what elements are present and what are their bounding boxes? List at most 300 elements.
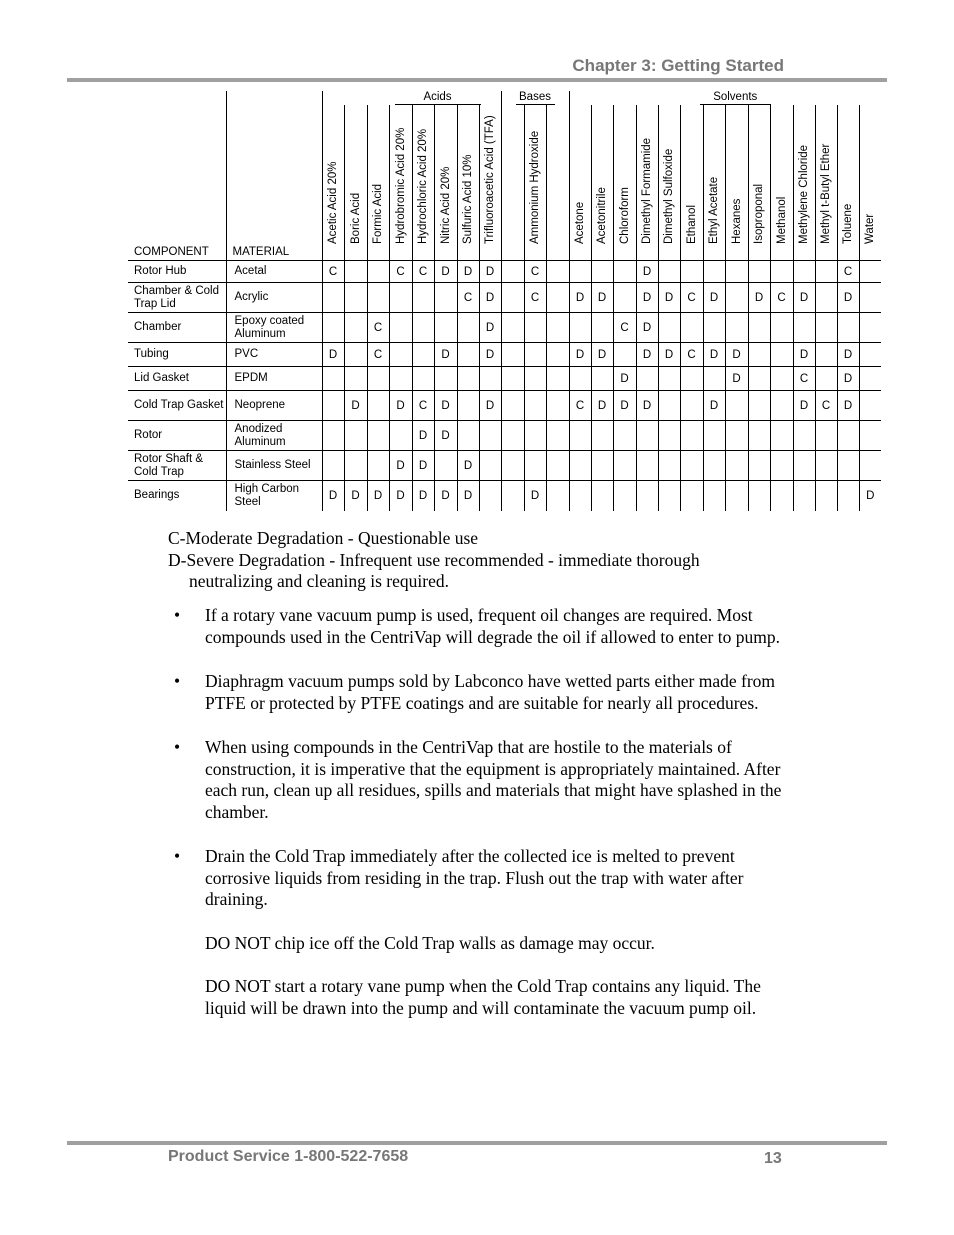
component-cell: Bearings <box>128 481 226 511</box>
rating-cell <box>859 261 881 283</box>
chemical-column-header <box>770 105 793 261</box>
bullet-item: • Diaphragm vacuum pumps sold by Labconco have wetted parts either made from PTFE or protected by PTFE coatings and are suitable for nearly all procedures. <box>174 671 776 713</box>
rating-cell <box>546 343 569 367</box>
rating-cell: D <box>793 343 815 367</box>
component-cell: Tubing <box>128 343 226 367</box>
rating-cell <box>613 343 636 367</box>
rating-cell: D <box>479 391 501 421</box>
chemical-column-header <box>344 105 367 261</box>
rating-cell <box>680 261 703 283</box>
warning-note: DO NOT start a rotary vane pump when the Cold Trap contains any liquid. The liquid will be drawn into the pump and will contaminate the vacuum pump oil. <box>205 976 761 1018</box>
rating-cell <box>680 391 703 421</box>
chemical-column-header <box>859 105 881 261</box>
rating-cell: C <box>322 261 344 283</box>
rating-cell <box>770 343 793 367</box>
rating-cell <box>748 343 770 367</box>
chemical-column-header <box>322 105 344 261</box>
rating-cell: D <box>322 343 344 367</box>
legend-d: D-Severe Degradation - Infrequent use recommended - immediate thorough <box>168 549 700 570</box>
table-row <box>128 421 881 451</box>
rating-cell <box>613 421 636 451</box>
chemical-column-header <box>367 105 389 261</box>
rating-cell: D <box>591 283 613 313</box>
table-row <box>128 451 881 481</box>
rating-cell <box>479 367 501 391</box>
rating-cell <box>546 391 569 421</box>
product-service-phone: Product Service 1-800-522-7658 <box>168 1148 409 1165</box>
chemical-compatibility-table <box>128 91 881 511</box>
rating-cell: D <box>703 391 725 421</box>
rating-cell <box>457 367 479 391</box>
rating-cell <box>837 313 859 343</box>
chemical-name: Hydrochloric Acid 20% <box>417 128 429 244</box>
rating-cell <box>770 421 793 451</box>
rating-cell: C <box>412 391 434 421</box>
rating-cell: C <box>770 283 793 313</box>
rating-cell <box>613 481 636 511</box>
chemical-name: Methanol <box>775 196 788 244</box>
material-cell: PVC <box>226 343 322 367</box>
chemical-name: Formic Acid <box>372 183 384 244</box>
chemical-name: Ethyl Acetate <box>708 176 720 244</box>
chemical-column-header <box>748 105 770 261</box>
rating-cell <box>569 313 591 343</box>
rating-cell <box>367 261 389 283</box>
chemical-column-header <box>658 105 680 261</box>
rating-cell <box>793 261 815 283</box>
rating-cell <box>613 283 636 313</box>
rating-cell: D <box>457 451 479 481</box>
chemical-column-header <box>546 105 569 261</box>
rating-cell <box>322 313 344 343</box>
rating-cell <box>524 451 546 481</box>
rating-cell: D <box>859 481 881 511</box>
rating-cell <box>389 283 412 313</box>
rating-cell <box>546 421 569 451</box>
chemical-column-header <box>613 105 636 261</box>
bullet-icon: • <box>174 846 181 866</box>
rating-cell <box>389 313 412 343</box>
rating-cell: C <box>524 283 546 313</box>
rating-cell: D <box>613 367 636 391</box>
rating-cell <box>725 451 748 481</box>
rating-cell <box>859 367 881 391</box>
rating-cell <box>680 451 703 481</box>
table-row <box>128 481 881 511</box>
rating-cell: D <box>793 391 815 421</box>
rating-cell <box>546 481 569 511</box>
rating-cell <box>501 313 524 343</box>
rating-cell <box>703 451 725 481</box>
rating-cell <box>524 313 546 343</box>
rating-cell: D <box>636 313 658 343</box>
rating-cell <box>859 313 881 343</box>
rating-cell: C <box>613 313 636 343</box>
chemical-column-header <box>703 105 725 261</box>
rating-cell <box>725 283 748 313</box>
rating-cell <box>680 367 703 391</box>
rating-cell: D <box>434 343 457 367</box>
rating-cell <box>859 283 881 313</box>
rating-cell <box>457 391 479 421</box>
rating-cell <box>636 367 658 391</box>
rating-cell: D <box>793 283 815 313</box>
rating-cell <box>748 481 770 511</box>
bases-group-header: Bases <box>501 91 569 105</box>
rating-cell: D <box>434 261 457 283</box>
rating-cell <box>322 367 344 391</box>
rating-cell <box>344 367 367 391</box>
rating-cell <box>770 391 793 421</box>
rating-cell <box>815 313 837 343</box>
chemical-name: Hexanes <box>730 198 743 244</box>
rating-cell <box>703 481 725 511</box>
rating-cell: C <box>367 313 389 343</box>
rating-cell <box>793 421 815 451</box>
rating-cell <box>613 451 636 481</box>
rating-cell <box>770 451 793 481</box>
rating-cell <box>367 421 389 451</box>
rating-cell: D <box>703 343 725 367</box>
rating-cell <box>457 313 479 343</box>
chemical-name: Toluene <box>842 203 854 244</box>
chemical-name: Dimethyl Sulfoxide <box>663 148 675 244</box>
chemical-column-header <box>524 105 546 261</box>
rating-cell <box>815 481 837 511</box>
rating-cell <box>591 367 613 391</box>
rating-cell <box>815 367 837 391</box>
chemical-column-header <box>389 105 412 261</box>
rating-cell <box>524 391 546 421</box>
chemical-column-header <box>569 105 591 261</box>
rating-cell <box>344 343 367 367</box>
chemical-column-header <box>501 105 524 261</box>
rating-cell: D <box>524 481 546 511</box>
chemical-name: Hydrobromic Acid 20% <box>394 127 407 244</box>
rating-cell <box>725 481 748 511</box>
rating-cell: D <box>748 283 770 313</box>
rating-cell <box>680 481 703 511</box>
maintenance-bullets <box>168 605 788 1042</box>
rating-cell: D <box>636 261 658 283</box>
rating-cell: D <box>479 313 501 343</box>
rating-cell <box>748 451 770 481</box>
chemical-column-header <box>680 105 703 261</box>
rating-cell: D <box>457 261 479 283</box>
rating-cell: D <box>591 343 613 367</box>
rating-cell <box>412 343 434 367</box>
table-row <box>128 261 881 283</box>
chemical-name: Boric Acid <box>349 192 362 244</box>
rating-cell: D <box>479 261 501 283</box>
rating-cell <box>389 421 412 451</box>
rating-cell <box>658 261 680 283</box>
rating-cell <box>434 367 457 391</box>
bullet-item: • Drain the Cold Trap immediately after the collected ice is melted to prevent corrosive liquids from residing in the trap. Flush out the trap with water after draining. DO NOT chip ice off the Cold Trap walls as damage may occur. DO NOT start a rotary vane pump when the Cold Trap contains any liquid. The liquid will be drawn into the pump and will contaminate the vacuum pump oil. <box>168 846 788 1019</box>
footer-rule <box>67 1141 887 1145</box>
rating-cell <box>501 343 524 367</box>
rating-cell: C <box>457 283 479 313</box>
rating-cell <box>859 391 881 421</box>
chemical-name: Isoproponal <box>753 183 765 244</box>
rating-cell <box>815 343 837 367</box>
chemical-name: Nitric Acid 20% <box>439 166 452 244</box>
rating-cell: D <box>636 343 658 367</box>
rating-cell: C <box>793 367 815 391</box>
rating-cell: D <box>344 391 367 421</box>
rating-cell: D <box>389 451 412 481</box>
component-cell: Lid Gasket <box>128 367 226 391</box>
rating-cell <box>815 283 837 313</box>
rating-cell: D <box>569 343 591 367</box>
rating-cell <box>546 451 569 481</box>
rating-cell <box>389 343 412 367</box>
component-cell: Cold Trap Gasket <box>128 391 226 421</box>
header-rule <box>67 78 887 82</box>
rating-cell <box>344 283 367 313</box>
rating-cell <box>591 421 613 451</box>
rating-cell: D <box>457 481 479 511</box>
rating-cell <box>658 481 680 511</box>
rating-cell <box>546 367 569 391</box>
rating-cell <box>524 367 546 391</box>
rating-cell <box>367 283 389 313</box>
material-cell: High Carbon Steel <box>226 481 322 511</box>
component-cell: Rotor Shaft & Cold Trap <box>128 451 226 481</box>
rating-cell <box>591 261 613 283</box>
rating-cell <box>636 451 658 481</box>
rating-cell <box>344 261 367 283</box>
rating-cell <box>591 313 613 343</box>
material-header: MATERIAL <box>226 91 322 261</box>
rating-cell <box>457 421 479 451</box>
rating-cell: C <box>389 261 412 283</box>
solvents-group-header: Solvents <box>569 91 881 105</box>
chemical-name: Methyl t-Butyl Ether <box>820 143 832 244</box>
rating-cell <box>725 391 748 421</box>
rating-cell <box>703 261 725 283</box>
table-row <box>128 343 881 367</box>
table-row <box>128 283 881 313</box>
rating-cell <box>613 261 636 283</box>
table-row <box>128 391 881 421</box>
rating-cell <box>457 343 479 367</box>
rating-cell <box>412 367 434 391</box>
rating-cell <box>322 451 344 481</box>
rating-cell: D <box>322 481 344 511</box>
chemical-column-header <box>725 105 748 261</box>
table-row <box>128 313 881 343</box>
rating-cell <box>703 313 725 343</box>
rating-cell <box>479 481 501 511</box>
rating-cell <box>344 313 367 343</box>
rating-cell <box>501 391 524 421</box>
rating-cell: D <box>725 367 748 391</box>
bullet-icon: • <box>174 737 181 757</box>
rating-cell <box>479 421 501 451</box>
chemical-name: Ammonium Hydroxide <box>529 130 541 244</box>
chemical-column-header <box>434 105 457 261</box>
rating-cell: D <box>434 391 457 421</box>
rating-cell <box>703 421 725 451</box>
chemical-name: Sulfuric Acid 10% <box>462 154 474 244</box>
rating-cell: C <box>837 261 859 283</box>
material-cell: Stainless Steel <box>226 451 322 481</box>
rating-cell <box>546 283 569 313</box>
material-cell: Acrylic <box>226 283 322 313</box>
material-cell: EPDM <box>226 367 322 391</box>
rating-cell <box>524 421 546 451</box>
rating-cell <box>322 421 344 451</box>
material-cell: Anodized Aluminum <box>226 421 322 451</box>
rating-cell <box>501 367 524 391</box>
rating-cell <box>658 421 680 451</box>
rating-cell: D <box>389 391 412 421</box>
rating-cell <box>344 451 367 481</box>
rating-cell: D <box>367 481 389 511</box>
rating-cell <box>434 283 457 313</box>
rating-cell <box>680 313 703 343</box>
rating-cell <box>703 367 725 391</box>
rating-cell <box>569 421 591 451</box>
legend-c: C-Moderate Degradation - Questionable use <box>168 528 479 548</box>
rating-cell <box>546 261 569 283</box>
rating-cell <box>501 283 524 313</box>
rating-cell <box>748 367 770 391</box>
rating-cell <box>636 421 658 451</box>
rating-cell <box>859 343 881 367</box>
legend-d-continued: neutralizing and cleaning is required. <box>189 571 449 591</box>
rating-cell <box>344 421 367 451</box>
rating-cell <box>636 481 658 511</box>
rating-cell <box>859 421 881 451</box>
table-row <box>128 367 881 391</box>
bullet-item: • If a rotary vane vacuum pump is used, frequent oil changes are required. Most compounds used in the CentriVap will degrade the oil if allowed to enter to pump. <box>174 605 780 647</box>
chemical-column-header <box>636 105 658 261</box>
rating-cell <box>770 313 793 343</box>
chemical-column-header <box>815 105 837 261</box>
rating-cell: D <box>344 481 367 511</box>
rating-cell <box>546 313 569 343</box>
component-cell: Chamber & Cold Trap Lid <box>128 283 226 313</box>
rating-cell <box>748 261 770 283</box>
rating-cell: D <box>725 343 748 367</box>
acids-group-header: Acids <box>322 91 501 105</box>
rating-cell <box>748 391 770 421</box>
rating-cell: D <box>412 481 434 511</box>
chapter-title: Chapter 3: Getting Started <box>572 56 784 75</box>
rating-cell: C <box>367 343 389 367</box>
rating-cell <box>591 481 613 511</box>
rating-cell <box>837 421 859 451</box>
rating-cell: D <box>412 451 434 481</box>
chemical-column-header <box>457 105 479 261</box>
rating-cell <box>658 451 680 481</box>
material-cell: Neoprene <box>226 391 322 421</box>
rating-cell: C <box>524 261 546 283</box>
rating-cell <box>367 391 389 421</box>
rating-cell: C <box>569 391 591 421</box>
rating-cell: D <box>591 391 613 421</box>
warning-note: DO NOT chip ice off the Cold Trap walls as damage may occur. <box>205 932 655 953</box>
rating-cell: D <box>837 343 859 367</box>
rating-cell <box>748 313 770 343</box>
rating-cell <box>569 481 591 511</box>
rating-cell <box>501 421 524 451</box>
chemical-name: Acetone <box>574 201 586 244</box>
rating-cell: D <box>837 367 859 391</box>
rating-cell <box>501 261 524 283</box>
rating-cell: D <box>434 421 457 451</box>
rating-cell <box>569 261 591 283</box>
rating-cell <box>815 261 837 283</box>
chemical-name: Acetonitrile <box>596 187 608 244</box>
rating-cell: D <box>636 283 658 313</box>
chemical-column-header <box>412 105 434 261</box>
rating-cell: D <box>703 283 725 313</box>
rating-cell <box>434 313 457 343</box>
rating-cell <box>725 313 748 343</box>
rating-cell <box>389 367 412 391</box>
page-number: 13 <box>764 1150 782 1167</box>
chemical-column-header <box>591 105 613 261</box>
degradation-legend <box>168 528 808 593</box>
rating-cell <box>501 481 524 511</box>
component-header: COMPONENT <box>134 246 209 258</box>
rating-cell: C <box>680 283 703 313</box>
rating-cell <box>725 421 748 451</box>
rating-cell <box>367 367 389 391</box>
rating-cell <box>412 313 434 343</box>
rating-cell <box>434 451 457 481</box>
material-cell: Acetal <box>226 261 322 283</box>
rating-cell: C <box>412 261 434 283</box>
rating-cell: D <box>658 343 680 367</box>
rating-cell: D <box>479 283 501 313</box>
rating-cell: D <box>434 481 457 511</box>
rating-cell: D <box>389 481 412 511</box>
bullet-icon: • <box>174 671 181 691</box>
component-cell: Chamber <box>128 313 226 343</box>
rating-cell: D <box>658 283 680 313</box>
rating-cell <box>569 367 591 391</box>
rating-cell <box>815 421 837 451</box>
rating-cell: D <box>569 283 591 313</box>
rating-cell <box>748 421 770 451</box>
material-cell: Epoxy coated Aluminum <box>226 313 322 343</box>
rating-cell <box>837 481 859 511</box>
chemical-name: Water <box>864 213 877 244</box>
rating-cell: C <box>815 391 837 421</box>
chemical-name: Dimethyl Formamide <box>641 137 653 244</box>
bullet-icon: • <box>174 605 181 625</box>
rating-cell <box>501 451 524 481</box>
rating-cell <box>770 481 793 511</box>
rating-cell: D <box>479 343 501 367</box>
rating-cell <box>793 313 815 343</box>
rating-cell <box>479 451 501 481</box>
rating-cell: D <box>837 283 859 313</box>
chemical-column-header <box>479 105 501 261</box>
rating-cell <box>658 313 680 343</box>
rating-cell: D <box>412 421 434 451</box>
rating-cell <box>658 391 680 421</box>
rating-cell <box>815 451 837 481</box>
chemical-name: Acetic Acid 20% <box>327 161 339 244</box>
rating-cell <box>322 391 344 421</box>
rating-cell: D <box>837 391 859 421</box>
rating-cell <box>725 261 748 283</box>
